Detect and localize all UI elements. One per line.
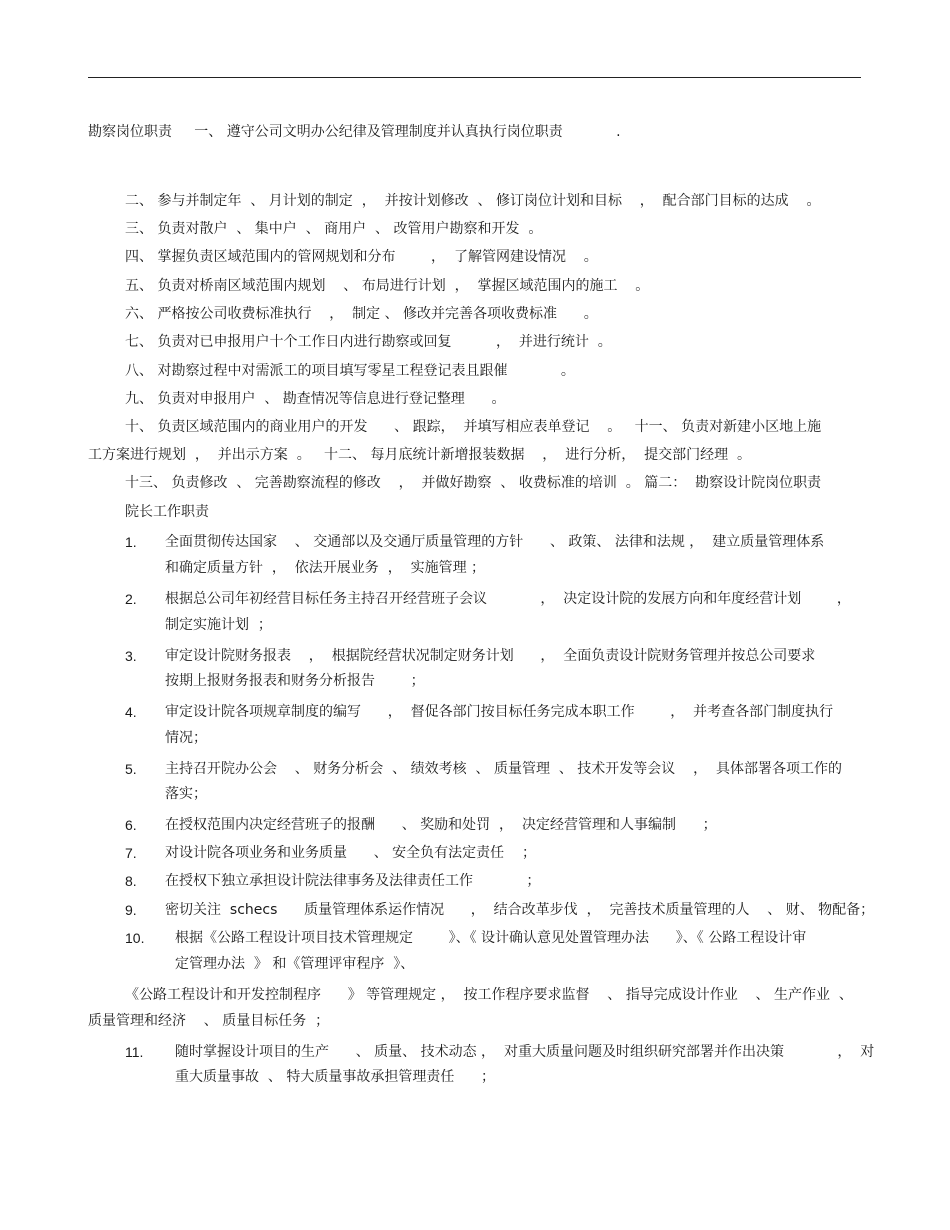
doc-line-10: 十、 负责区域范围内的商业用户的开发 、 跟踪， 并填写相应表单登记 。 十一、 负责对新建小区地上施 [125, 419, 822, 435]
doc-line-12: 十三、 负责修改 、 完善勘察流程的修改 ， 并做好勘察 、 收费标准的培训 。 篇二： 勘察设计院岗位职责 [125, 475, 822, 491]
list-item-number: 7. [125, 845, 137, 861]
list-item-number: 9. [125, 902, 137, 918]
list-item-number: 2. [125, 591, 137, 607]
list-item-number: 4. [125, 704, 137, 720]
list-item-text: 按期上报财务报表和财务分析报告 ； [165, 673, 425, 689]
list-item-text: 根据《公路工程设计项目技术管理规定 》、《 设计确认意见处置管理办法 》、《 公路工程设计审 [175, 930, 807, 946]
doc-line-11: 工方案进行规划 ， 并出示方案 。 十二、 每月底统计新增报装数据 ， 进行分析， 提交部门经理 。 [88, 447, 752, 463]
doc-line-5: 五、 负责对桥南区域范围内规划 、 布局进行计划 ， 掌握区域范围内的施工 。 [125, 278, 650, 294]
list-item-text: 主持召开院办公会 、 财务分析会 、 绩效考核 、 质量管理 、 技术开发等会议 ， 具体部署各项工作的 [165, 761, 843, 777]
list-item-number: 6. [125, 817, 137, 833]
list-item-text: 制定实施计划 ； [165, 617, 272, 633]
list-item-text: 密切关注 schecs 质量管理体系运作情况 ， 结合改革步伐 ， 完善技术质量管理的人 、 财、 物配备； [165, 902, 875, 918]
list-item-text: 定管理办法 》 和《管理评审程序 》、 [175, 956, 415, 972]
list-item-number: 10. [125, 930, 145, 946]
list-item-number: 8. [125, 873, 137, 889]
doc-line-3: 三、 负责对散户 、 集中户 、 商用户 、 改管用户勘察和开发 。 [125, 221, 543, 237]
list-item-text: 在授权范围内决定经营班子的报酬 、 奖励和处罚 ， 决定经营管理和人事编制 ； [165, 817, 717, 833]
list-item-number: 3. [125, 648, 137, 664]
list-item-text: 情况； [165, 730, 207, 746]
section-heading: 院长工作职责 [125, 504, 209, 520]
list-item-text: 根据总公司年初经营目标任务主持召开经营班子会议 ， 决定设计院的发展方向和年度经营计划 ， [165, 591, 851, 607]
list-item-text: 在授权下独立承担设计院法律事务及法律责任工作 ； [165, 873, 541, 889]
list-item-text: 和确定质量方针 ， 依法开展业务 ， 实施管理 ； [165, 560, 486, 576]
doc-line-8: 八、 对勘察过程中对需派工的项目填写零星工程登记表且跟催 。 [125, 363, 575, 379]
list-item-text: 落实； [165, 786, 207, 802]
doc-line-4: 四、 掌握负责区域范围内的管网规划和分布 ， 了解管网建设情况 。 [125, 249, 598, 265]
continuation-line: 质量管理和经济 、 质量目标任务 ； [88, 1013, 330, 1029]
list-item-text: 审定设计院财务报表 ， 根据院经营状况制定财务计划 ， 全面负责设计院财务管理并按总公司要求 [165, 648, 816, 664]
doc-line-9: 九、 负责对申报用户 、 勘查情况等信息进行登记整理 。 [125, 391, 506, 407]
list-item-number: 11. [125, 1044, 144, 1060]
list-item-text: 全面贯彻传达国家 、 交通部以及交通厅质量管理的方针 、 政策、 法律和法规 ， 建立质量管理体系 [165, 534, 825, 550]
list-item-text: 重大质量事故 、 特大质量事故承担管理责任 ； [175, 1069, 496, 1085]
list-item-text: 审定设计院各项规章制度的编写 ， 督促各部门按目标任务完成本职工作 ， 并考查各部门制度执行 [165, 704, 834, 720]
doc-line-6: 六、 严格按公司收费标准执行 ， 制定 、 修改并完善各项收费标准 。 [125, 306, 598, 322]
list-item-text: 随时掌握设计项目的生产 、 质量、 技术动态 ， 对重大质量问题及时组织研究部署并作出决策 ， 对 [175, 1044, 875, 1060]
list-item-number: 5. [125, 761, 137, 777]
list-item-text: 对设计院各项业务和业务质量 、 安全负有法定责任 ； [165, 845, 536, 861]
continuation-line: 《公路工程设计和开发控制程序 》 等管理规定 ， 按工作程序要求监督 、 指导完成设计作业 、 生产作业 、 [125, 987, 853, 1003]
doc-line-2: 二、 参与并制定年 、 月计划的制定 ， 并按计划修改 、 修订岗位计划和目标 ， 配合部门目标的达成 。 [125, 193, 821, 209]
list-item-number: 1. [125, 534, 137, 550]
doc-line-7: 七、 负责对已申报用户十个工作日内进行勘察或回复 ， 并进行统计 。 [125, 334, 612, 350]
doc-line-title: 勘察岗位职责 一、 遵守公司文明办公纪律及管理制度并认真执行岗位职责 . [88, 124, 621, 140]
header-rule [88, 77, 861, 78]
